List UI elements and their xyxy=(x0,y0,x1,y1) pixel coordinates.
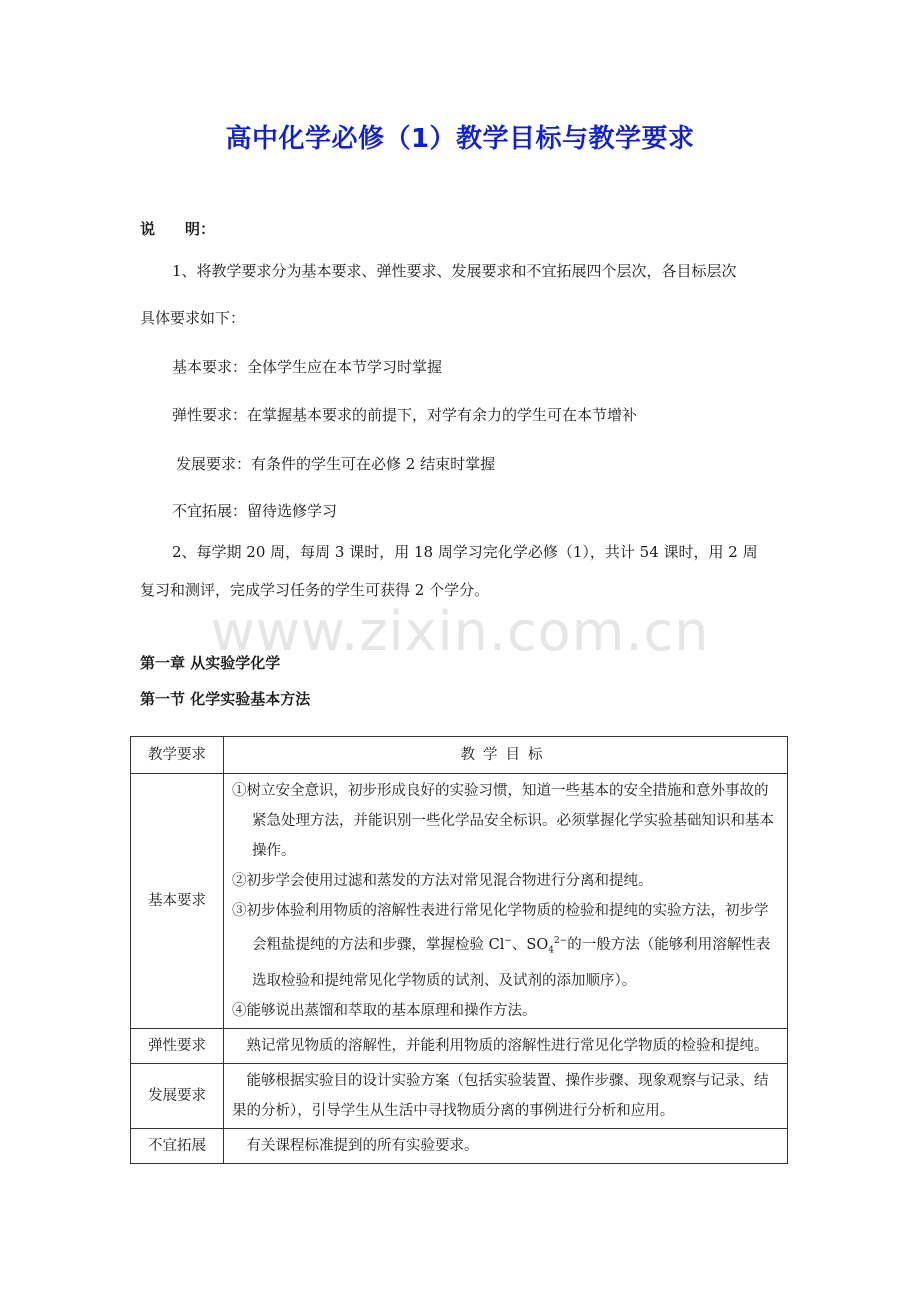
table-row-develop xyxy=(131,1063,788,1128)
sulfate-charge: 2− xyxy=(553,936,568,946)
develop-content: 能够根据实验目的设计实验方案（包括实验装置、操作步骤、现象观察与记录、结果的分析），引导学生从生活中寻找物质分离的事例进行分析和应用。 xyxy=(224,1063,788,1128)
page-title: 高中化学必修（1）教学目标与教学要求 xyxy=(225,124,695,154)
table-header-row xyxy=(131,737,788,774)
no-extension-label: 不宜拓展 xyxy=(131,1128,224,1163)
elastic-requirement-definition: 弹性要求：在掌握基本要求的前提下，对学有余力的学生可在本节增补 xyxy=(172,406,638,424)
basic-goal-2: ②初步学会使用过滤和蒸发的方法对常见混合物进行分离和提纯。 xyxy=(232,873,653,889)
basic-label: 基本要求 xyxy=(131,774,224,1029)
develop-requirement-definition: 发展要求：有条件的学生可在必修 2 结束时掌握 xyxy=(176,455,496,473)
table-row-basic xyxy=(131,774,788,1029)
basic-requirement-definition: 基本要求：全体学生应在本节学习时掌握 xyxy=(172,358,443,376)
basic-goal-3-pre: ③初步体验利用物质的溶解性表进行常见化学物质的检验和提纯的实验方法，初步学会粗盐提纯的方法和步骤，掌握检验 Cl xyxy=(232,903,769,953)
no-extension-content: 有关课程标准提到的所有实验要求。 xyxy=(224,1128,788,1163)
teaching-goals-table xyxy=(130,736,788,1164)
basic-goal-1: ①树立安全意识，初步形成良好的实验习惯，知道一些基本的安全措施和意外事故的紧急处理方法，并能识别一些化学品安全标识。必须掌握化学实验基础知识和基本操作。 xyxy=(232,783,774,859)
sulfate-subscript: 4 xyxy=(548,945,554,956)
basic-goal-3-post: 的一般方法（能够利用溶解性表选取检验和提纯常见化学物质的试剂、及试剂的添加顺序）。 xyxy=(252,936,771,989)
elastic-label: 弹性要求 xyxy=(131,1028,224,1063)
section-heading: 第一节 化学实验基本方法 xyxy=(140,690,311,708)
intro-paragraph-2-line-1: 2、每学期 20 周，每周 3 课时，用 18 周学习完化学必修（1），共计 54 课时，用 2 周 xyxy=(172,543,758,561)
watermark: www.zixin.com.cn xyxy=(210,600,710,663)
elastic-content: 熟记常见物质的溶解性，并能利用物质的溶解性进行常见化学物质的检验和提纯。 xyxy=(224,1028,788,1063)
intro-paragraph-1-line-1: 1、将教学要求分为基本要求、弹性要求、发展要求和不宜拓展四个层次，各目标层次 xyxy=(172,262,737,280)
basic-goal-4: ④能够说出蒸馏和萃取的基本原理和操作方法。 xyxy=(232,1002,537,1019)
intro-heading: 说 明： xyxy=(140,220,216,238)
no-extension-definition: 不宜拓展：留待选修学习 xyxy=(172,502,338,520)
basic-goal-3-mid: 、SO xyxy=(511,936,549,953)
basic-goal-3 xyxy=(232,896,781,996)
intro-paragraph-1-line-2: 具体要求如下： xyxy=(140,309,246,327)
chloride-charge: − xyxy=(504,936,512,946)
intro-paragraph-2-line-2: 复习和测评，完成学习任务的学生可获得 2 个学分。 xyxy=(140,581,490,599)
chapter-heading: 第一章 从实验学化学 xyxy=(140,654,281,672)
header-requirement: 教学要求 xyxy=(131,737,224,774)
table-row-elastic xyxy=(131,1028,788,1063)
develop-label: 发展要求 xyxy=(131,1063,224,1128)
basic-content xyxy=(224,774,788,1029)
table-row-no-extension xyxy=(131,1128,788,1163)
header-goal: 教学目标 xyxy=(224,737,788,774)
